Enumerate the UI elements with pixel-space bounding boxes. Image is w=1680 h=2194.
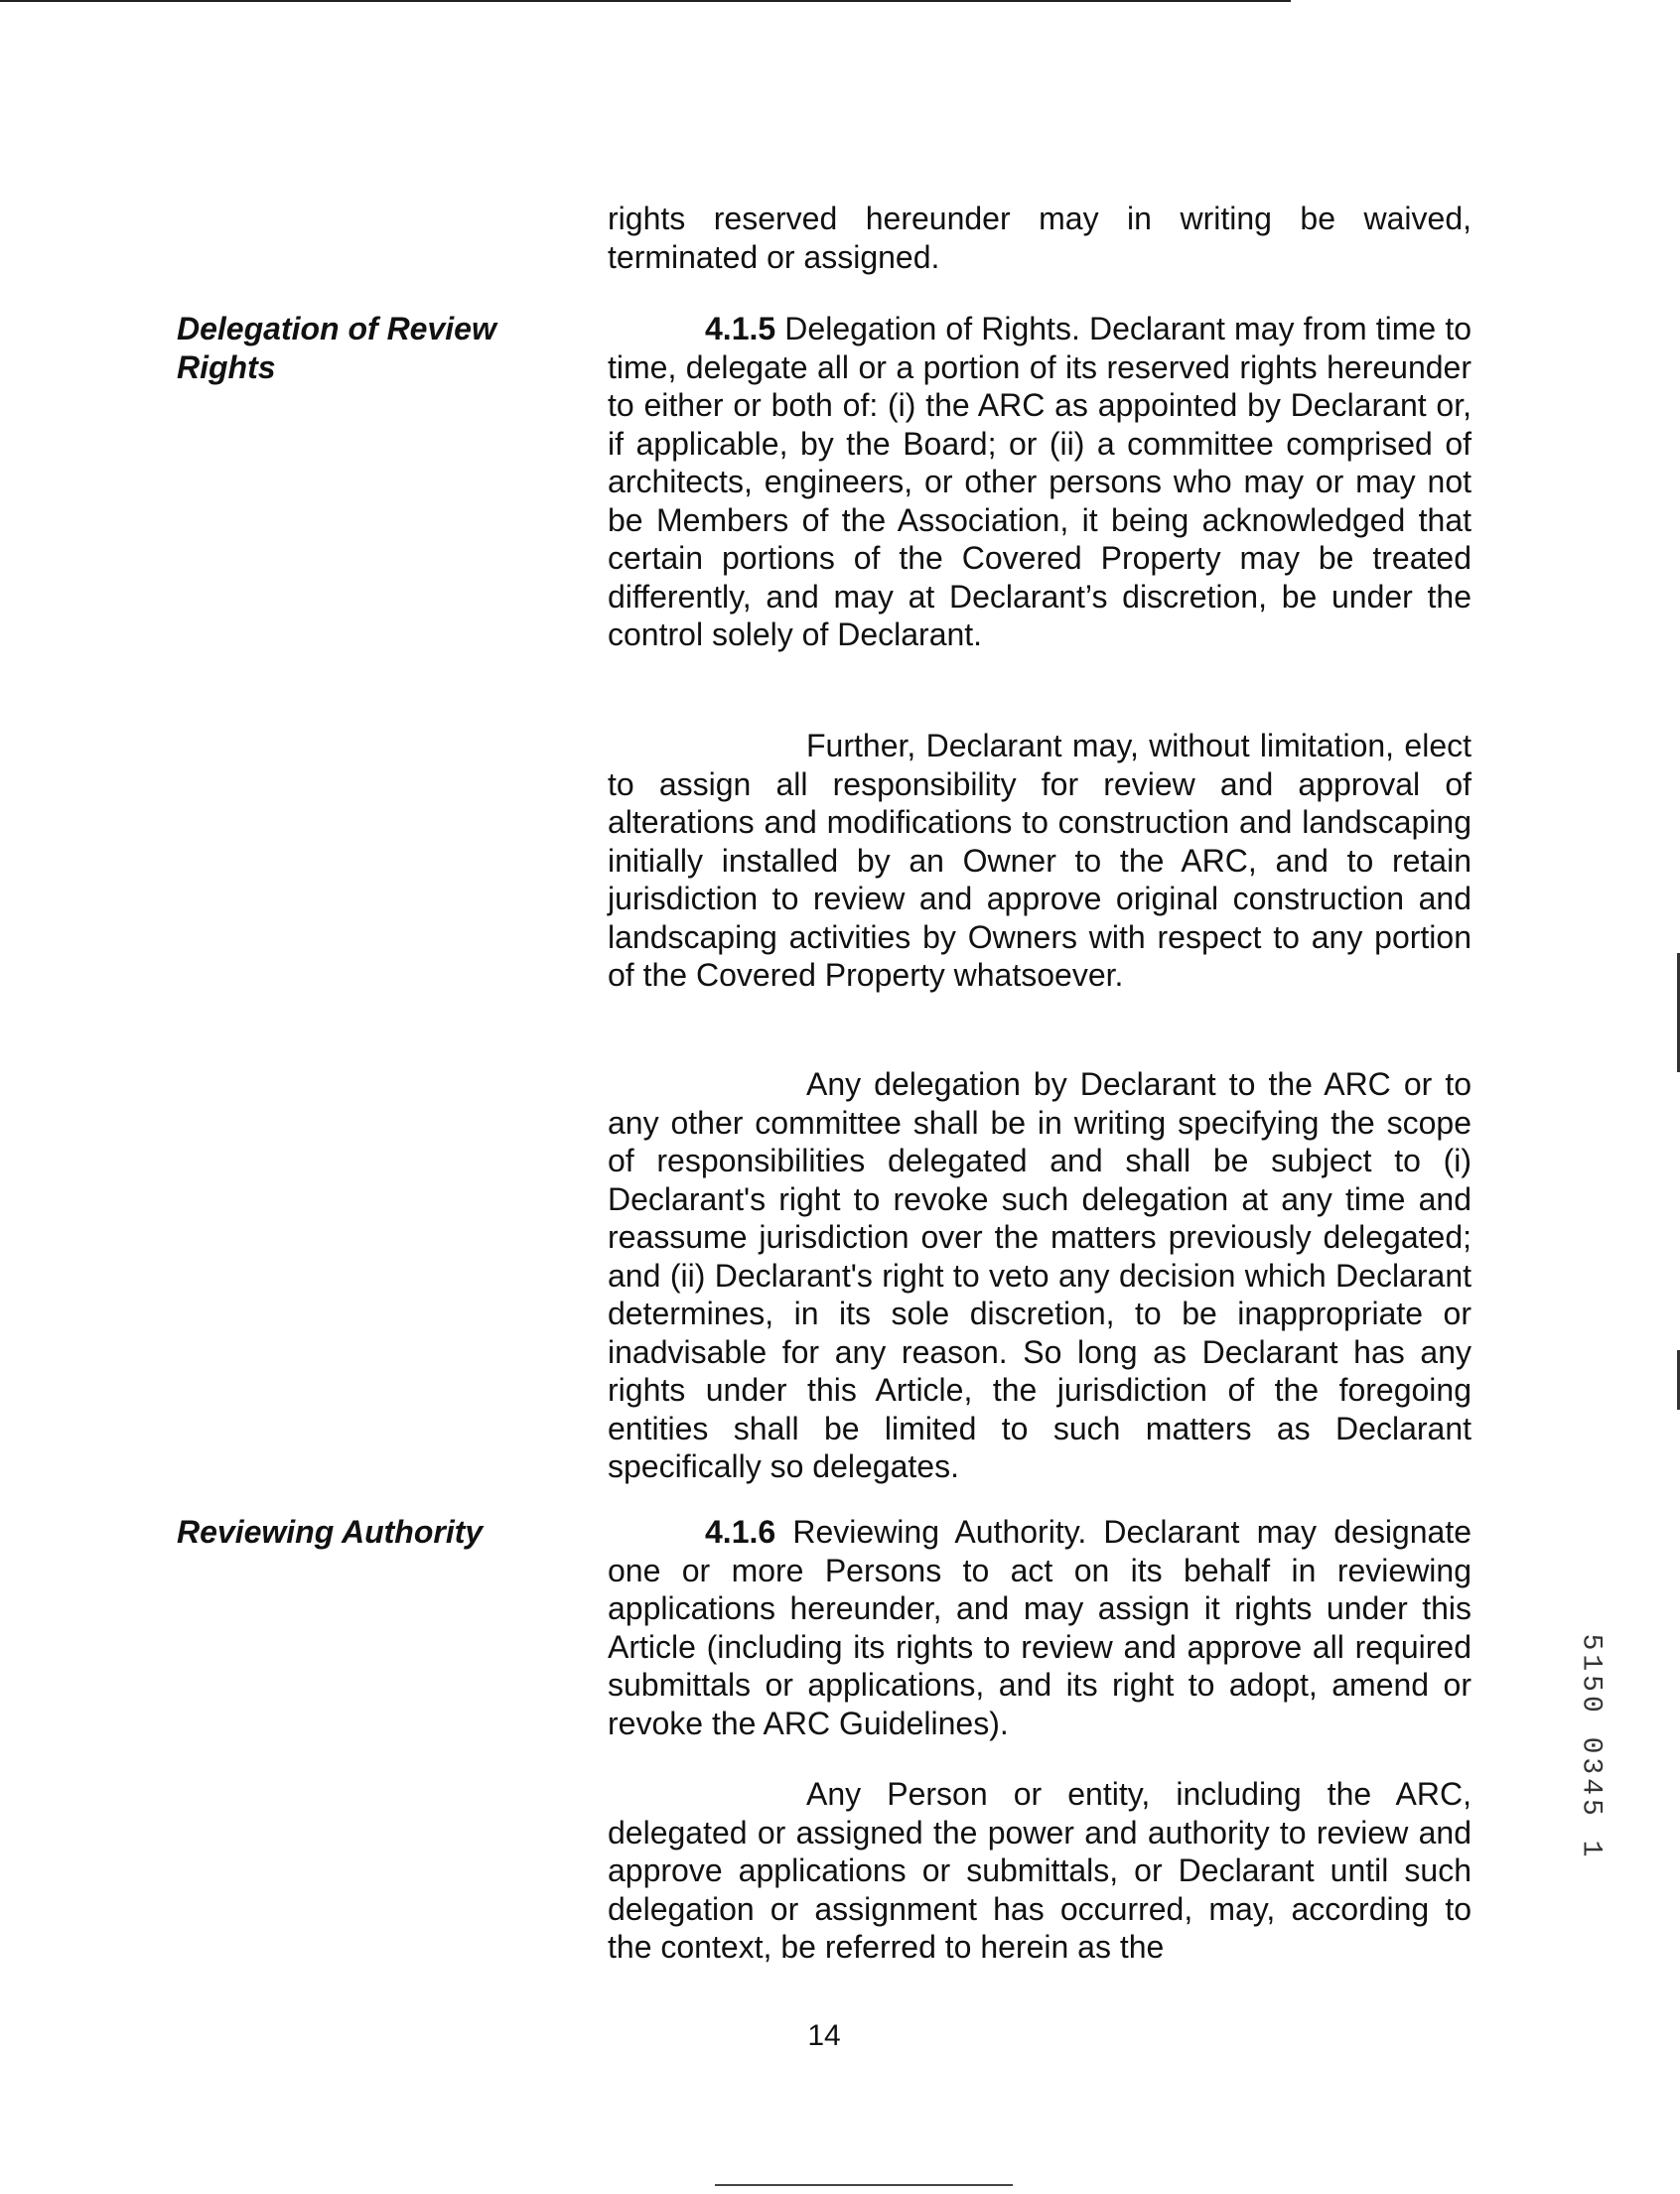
margin-heading-delegation-line1: Delegation of Review xyxy=(177,311,496,346)
top-scan-rule xyxy=(0,0,1291,2)
paragraph-any-delegation xyxy=(608,1065,1471,1486)
section-4-1-5-text: Delegation of Rights. Declarant may from time to time, delegate all or a portion of its reserved rights hereunder to either or both of: (i) the ARC as appointed by Declarant or, if applicable, by the Board; or (ii) a committee comprised of architects, engineers, or other persons who may or may not be Members of the Association, it being acknowledged that certain portions of the Covered Property may be treated differently, and may at Declarant’s discretion, be under the control solely of Declarant. xyxy=(608,311,1471,652)
paragraph-any-person xyxy=(608,1775,1471,1967)
margin-heading-delegation-line2: Rights xyxy=(177,348,276,385)
bottom-scan-rule xyxy=(715,2184,1013,2186)
paragraph-any-delegation-text: Any delegation by Declarant to the ARC or to any other committee shall be in writing specifying the scope of responsibilities delegated and shall be subject to (i) Declarant's right to revoke such delegation at any time and reassume jurisdiction over the matters previously delegated; and (ii) Declarant's right to veto any decision which Declarant determines, in its sole discretion, to be inappropriate or inadvisable for any reason. So long as Declarant has any rights under this Article, the jurisdiction of the foregoing entities shall be limited to such matters as Declarant specifically so delegates. xyxy=(608,1066,1471,1484)
section-4-1-6-text: Reviewing Authority. Declarant may designate one or more Persons to act on its behalf in reviewing applications hereunder, and may assign it rights under this Article (including its rights to review and approve all required submittals or applications, and its right to adopt, amend or revoke the ARC Guidelines). xyxy=(608,1514,1472,1741)
section-4-1-5 xyxy=(608,310,1471,654)
page-number: 14 xyxy=(807,2019,841,2052)
section-number-4-1-6: 4.1.6 xyxy=(705,1514,776,1550)
recording-stamp-text: 5150 0345 1 xyxy=(1575,1633,1607,1861)
paragraph-further xyxy=(608,727,1471,995)
recording-stamp xyxy=(1561,1598,1620,1896)
paragraph-further-text: Further, Declarant may, without limitation, elect to assign all responsibility for review and approval of alterations and modifications to construction and landscaping initially installed by an Owner to the ARC, and to retain jurisdiction to review and approve original construction and landscaping activities by Owners with respect to any portion of the Covered Property whatsoever. xyxy=(608,728,1471,993)
section-number-4-1-5: 4.1.5 xyxy=(705,311,776,346)
section-4-1-6 xyxy=(608,1513,1471,1742)
margin-heading-delegation xyxy=(177,310,574,386)
paragraph-intro-text: rights reserved hereunder may in writing be waived, terminated or assigned. xyxy=(608,201,1471,275)
paragraph-intro xyxy=(608,200,1471,276)
paragraph-any-person-text: Any Person or entity, including the ARC, delegated or assigned the power and authority to review and approve applications or submittals, or Declarant until such delegation or assignment has occurred, may, according to the context, be referred to herein as the xyxy=(608,1776,1471,1965)
margin-heading-reviewing-authority: Reviewing Authority xyxy=(177,1514,484,1550)
